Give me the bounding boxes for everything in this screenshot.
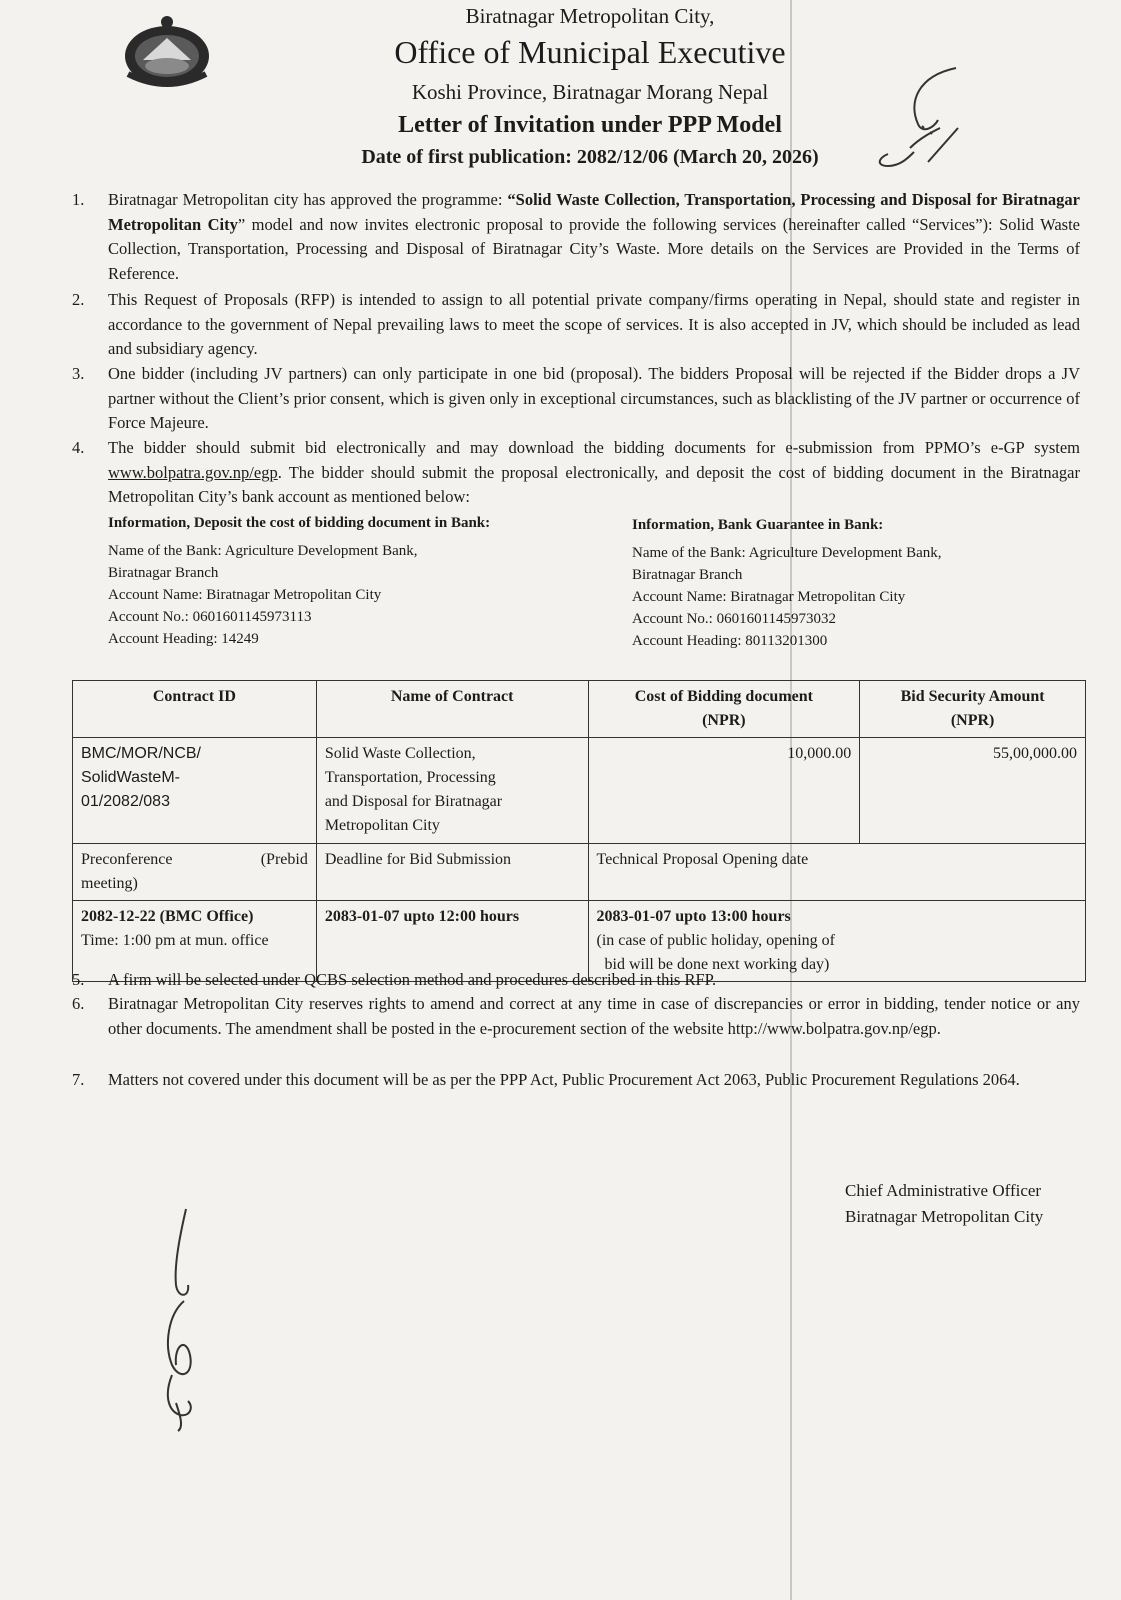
col-header-contract-id: Contract ID	[73, 681, 317, 738]
deadline-label-cell: Deadline for Bid Submission	[316, 844, 588, 901]
publication-date: Date of first publication: 2082/12/06 (March 20, 2026)	[361, 146, 819, 168]
egp-link[interactable]: www.bolpatra.gov.np/egp	[108, 462, 278, 482]
cell-line: 01/2082/083	[81, 793, 170, 810]
bank-branch: Biratnagar Branch	[108, 565, 219, 581]
deadline-date-cell: 2083-01-07 upto 12:00 hours	[316, 901, 588, 982]
list-number: 2.	[72, 290, 85, 309]
list-item-3	[72, 362, 1080, 436]
opening-label-cell: Technical Proposal Opening date	[588, 844, 1085, 901]
item-text: A firm will be selected under QCBS selection method and procedures described in this RFP.	[108, 970, 717, 989]
item-text: The bidder should submit bid electronically and may download the bidding documents for e-submission from PPMO’s e-GP system	[108, 438, 1080, 457]
cell-line: bid will be done next working day)	[604, 956, 830, 973]
item-text: ” model and now invites electronic proposal to provide the following services (hereinafter called “Services”): Solid Waste Collection, Transportation, Processing and Disposal of Biratnagar City’s Waste. More details on the Services are Provided in the Terms of Reference.	[108, 214, 1080, 283]
bank-name: Name of the Bank: Agriculture Development Bank,	[632, 545, 942, 561]
cell-text: (Prebid	[260, 851, 308, 868]
header-line: (NPR)	[702, 712, 746, 729]
cell-line: meeting)	[81, 875, 138, 892]
account-name: Account Name: Biratnagar Metropolitan City	[108, 587, 382, 603]
bank-info-guarantee	[632, 514, 942, 652]
cell-line: Metropolitan City	[324, 817, 440, 834]
item-text: One bidder (including JV partners) can only participate in one bid (proposal). The bidders Proposal will be rejected if the Bidder drops a JV partner without the Client’s prior consent, which is given only in exceptional circumstances, such as blacklisting of the JV partner or occurrence of Force Majeure.	[108, 364, 1080, 432]
cell-line: SolidWasteM-	[81, 769, 180, 786]
table-header-row	[73, 681, 1086, 738]
list-number: 6.	[72, 994, 85, 1013]
cell-line: Solid Waste Collection,	[324, 745, 476, 762]
list-number: 5.	[72, 970, 85, 989]
header-city: Biratnagar Metropolitan City,	[465, 4, 715, 28]
document-title: Letter of Invitation under PPP Model	[398, 112, 782, 138]
nepal-emblem-icon	[118, 14, 216, 90]
contract-id-cell	[73, 738, 317, 844]
item-text: Matters not covered under this document will be as per the PPP Act, Public Procurement Act 2063, Public Procurement Regulations 2064.	[108, 1070, 1020, 1089]
cell-line: 2083-01-07 upto 13:00 hours	[596, 908, 791, 925]
contract-table	[72, 680, 1086, 982]
prebid-label-cell	[73, 844, 317, 901]
item-text: Biratnagar Metropolitan city has approved the programme:	[108, 190, 508, 209]
signatory-title: Chief Administrative Officer	[845, 1181, 1042, 1200]
cost-cell: 10,000.00	[588, 738, 860, 844]
col-header-security	[860, 681, 1086, 738]
item-text: Biratnagar Metropolitan City reserves rights to amend and correct at any time in case of discrepancies or error in bidding, tender notice or any other documents. The amendment shall be posted in the e-procurement section of the website http://www.bolpatra.gov.np/egp.	[108, 994, 1080, 1038]
cell-line: BMC/MOR/NCB/	[81, 745, 201, 762]
list-item-7	[72, 1068, 1028, 1093]
security-cell: 55,00,000.00	[860, 738, 1086, 844]
header-office: Office of Municipal Executive	[394, 34, 786, 70]
handwritten-signature-bottom	[150, 1205, 220, 1435]
signatory-block	[845, 1178, 1043, 1230]
bank-info-deposit	[108, 512, 490, 650]
programme-name: “Solid Waste Collection, Transportation, Processing and Disposal for Biratnagar Metropolitan City	[108, 190, 1080, 234]
cell-text: Preconference	[81, 851, 173, 868]
header-line: (NPR)	[950, 712, 995, 729]
bank-info-heading: Information, Deposit the cost of bidding document in Bank:	[108, 515, 491, 531]
account-number: Account No.: 0601601145973032	[632, 611, 837, 627]
account-name: Account Name: Biratnagar Metropolitan City	[632, 589, 906, 605]
account-heading: Account Heading: 80113201300	[632, 633, 828, 649]
cell-line: Transportation, Processing	[324, 769, 496, 786]
table-row	[73, 738, 1086, 844]
col-header-cost	[588, 681, 860, 738]
item-text: . The bidder should submit the proposal electronically, and deposit the cost of bidding document in the Biratnagar Metropolitan City’s bank account as mentioned below:	[108, 462, 1080, 506]
list-item-6	[72, 992, 1080, 1041]
list-item-5	[72, 968, 1080, 993]
header-address: Koshi Province, Biratnagar Morang Nepal	[411, 80, 769, 104]
header-line: Cost of Bidding document	[634, 688, 813, 705]
account-number: Account No.: 0601601145973113	[108, 609, 312, 625]
header-line: Bid Security Amount	[900, 688, 1045, 705]
list-item-2	[72, 288, 1080, 362]
account-heading: Account Heading: 14249	[108, 631, 259, 647]
cell-line: and Disposal for Biratnagar	[324, 793, 503, 810]
bank-info-heading: Information, Bank Guarantee in Bank:	[632, 517, 884, 533]
bank-name: Name of the Bank: Agriculture Development Bank,	[108, 543, 418, 559]
signatory-org: Biratnagar Metropolitan City	[845, 1207, 1044, 1226]
contract-name-cell	[316, 738, 588, 844]
table-row	[73, 844, 1086, 901]
col-header-contract-name: Name of Contract	[316, 681, 588, 738]
list-number: 1.	[72, 190, 85, 209]
cell-line: 2082-12-22 (BMC Office)	[81, 908, 254, 925]
list-item-4	[72, 436, 1080, 510]
item-text: This Request of Proposals (RFP) is intended to assign to all potential private company/firms operating in Nepal, should state and register in accordance to the government of Nepal prevailing laws to meet the scope of services. It is also accepted in JV, which should be included as lead and subsidiary agency.	[108, 290, 1080, 358]
cell-line: (in case of public holiday, opening of	[596, 932, 835, 949]
list-number: 4.	[72, 438, 85, 457]
cell-line: Time: 1:00 pm at mun. office	[81, 932, 269, 949]
cell-line	[81, 848, 308, 872]
handwritten-signature-top	[848, 62, 988, 172]
bank-branch: Biratnagar Branch	[632, 567, 743, 583]
list-number: 7.	[72, 1070, 85, 1089]
list-number: 3.	[72, 364, 85, 383]
list-item-1	[72, 188, 1080, 286]
